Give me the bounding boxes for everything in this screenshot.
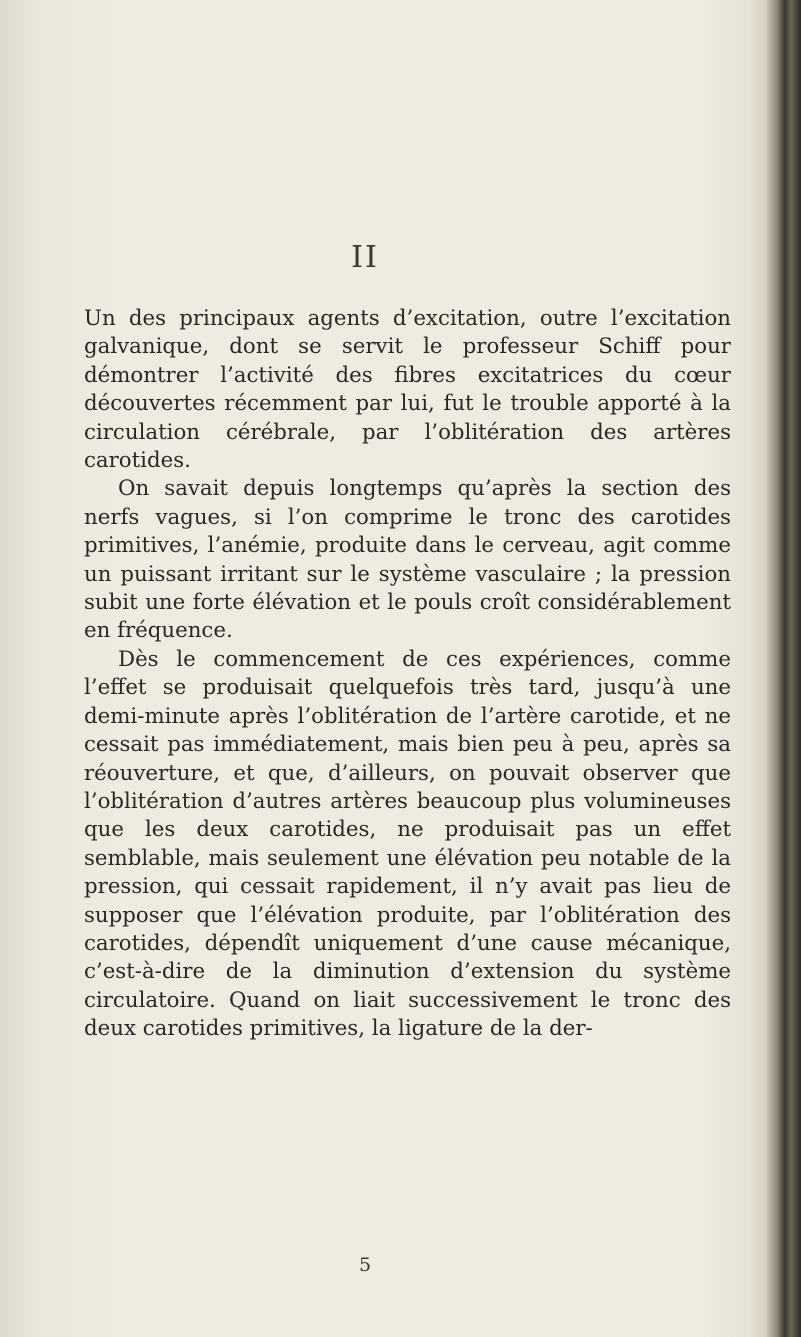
paragraph-3: Dès le commencement de ces expériences, comme l’effet se produisait quelquefois très tard, jusqu’à une demi-minute après l’oblitération de l’artère carotide, et ne cessait pas immédiatement, mais bien peu à peu, après sa réouverture, et que, d’ailleurs, on pouvait observer que l’oblitération d’autres artères beaucoup plus volumineuses que les deux carotides, ne produisait pas un effet semblable, mais seulement une élévation peu notable de la pression, qui cessait rapidement, il n’y avait pas lieu de supposer que l’élévation produite, par l’oblitération des carotides, dépendît uniquement d’une cause mécanique, c’est-à-dire de la diminution d’extension du système circulatoire. Quand on liait successivement le tronc des deux carotides primitives, la ligature de la der-	[84, 646, 731, 1042]
paragraph-2: On savait depuis longtemps qu’après la section des nerfs vagues, si l’on comprime le tronc des carotides primitives, l’anémie, produite dans le cerveau, agit comme un puissant irritant sur le système vasculaire ; la pression subit une forte élévation et le pouls croît considérablement en fréquence.	[84, 476, 731, 644]
chapter-number: II	[351, 240, 379, 275]
body-text	[84, 305, 731, 1044]
paragraph-1: Un des principaux agents d’excitation, outre l’excitation galvanique, dont se servit le professeur Schiff pour démontrer l’activité des fibres excitatrices du cœur découvertes récemment par lui, fut le trouble apporté à la circulation cérébrale, par l’oblitération des artères carotides.	[84, 306, 731, 474]
page-number: 5	[358, 1254, 372, 1276]
page-gutter-shadow	[767, 0, 801, 1337]
